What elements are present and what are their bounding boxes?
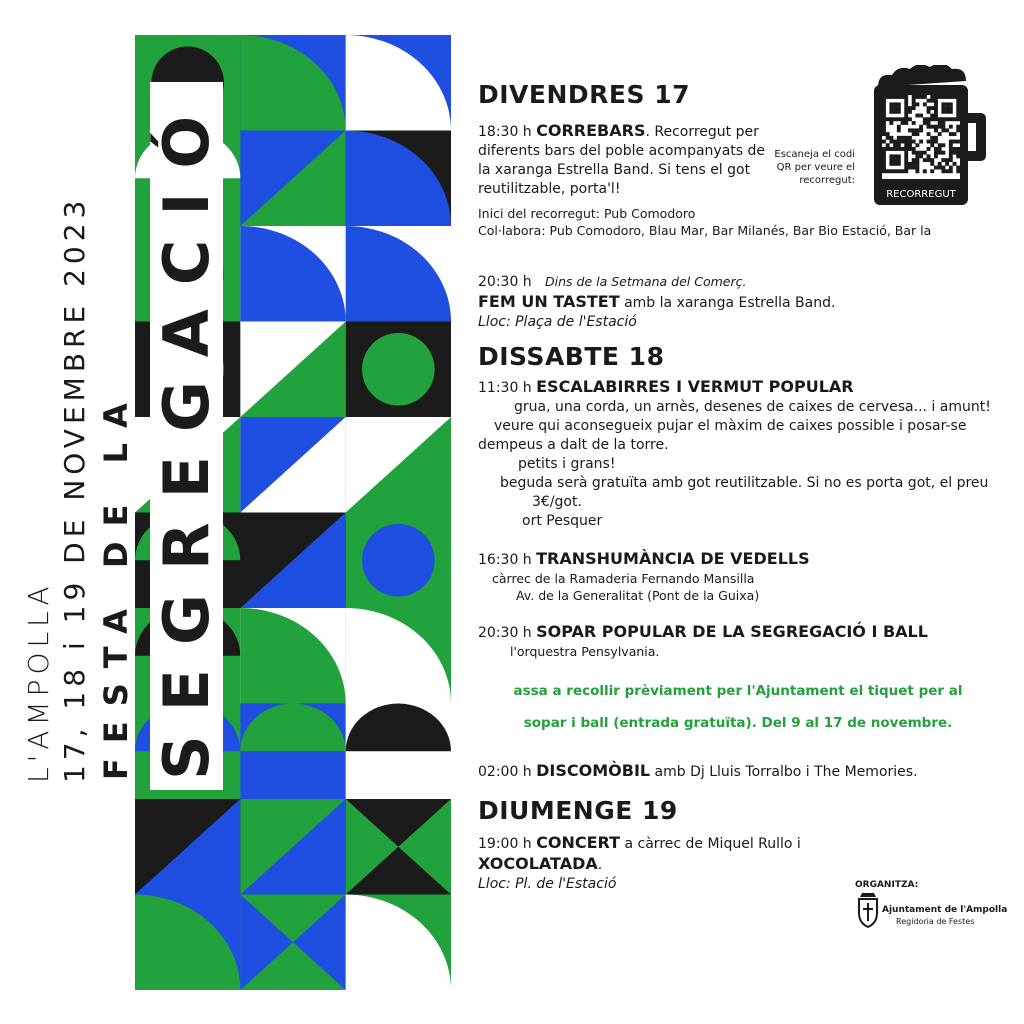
escalabirres-line-6: 3€/got. (532, 494, 582, 510)
organizer-name: Ajuntament de l'Ampolla (882, 905, 1008, 915)
correbars-start: Inici del recorregut: Pub Comodoro (478, 206, 696, 221)
day-sunday-title: DIUMENGE 19 (478, 795, 678, 825)
discomobil-event: 02:00 h DISCOMÒBIL amb Dj Lluis Torralbo i The Memories. (478, 760, 918, 780)
correbars-event: 18:30 h CORREBARS. Recorregut per diferents bars del poble acompanyats de la xaranga Estrella Band. Si tens el got reutilitzable, porta'l! (478, 121, 765, 197)
transhumancia-event: 16:30 h TRANSHUMÀNCIA DE VEDELLS (478, 549, 810, 568)
xocolatada-event: XOCOLATADA. (478, 853, 603, 873)
concert-place: Lloc: Pl. de l'Estació (478, 875, 617, 892)
correbars-collaborators: Col·labora: Pub Comodoro, Blau Mar, Bar Milanés, Bar Bio Estació, Bar la (478, 223, 932, 238)
organizer-label: ORGANITZA: (855, 880, 919, 890)
day-friday-title: DIVENDRES 17 (478, 80, 690, 109)
schedule (478, 80, 998, 894)
sopar-ticket-note-2: sopar i ball (entrada gratuïta). Del 9 al 17 de novembre. (523, 715, 953, 731)
escalabirres-line-7: ort Pesquer (522, 513, 603, 529)
transhumancia-line-1: càrrec de la Ramaderia Fernando Mansilla (492, 571, 755, 586)
escalabirres-line-3: dempeus a dalt de la torre. (478, 437, 669, 453)
tastet-place: Lloc: Plaça de l'Estació (478, 314, 637, 330)
escalabirres-line-5: beguda serà gratuïta amb got reutilitzable. Si no es porta got, el preu (500, 475, 989, 491)
sopar-ticket-note-1: assa a recollir prèviament per l'Ajuntament el tiquet per al (513, 682, 963, 699)
qr-caption: Escaneja el codi QR per veure el recorregut: (774, 149, 855, 186)
coat-of-arms-icon (856, 893, 880, 931)
organizer-dept: Regidoria de Festes (896, 917, 975, 926)
mosaic-shape (362, 524, 435, 597)
escalabirres-line-4: petits i grans! (518, 456, 616, 472)
tastet-event-time: 20:30 h Dins de la Setmana del Comerç. (478, 274, 747, 290)
festa-de-la-title: FESTA DE LA (97, 388, 135, 780)
escalabirres-line-1: grua, una corda, un arnès, desenes de caixes de cervesa... i amunt! (514, 399, 991, 415)
place-name: L'AMPOLLA (22, 581, 55, 783)
concert-event: 19:00 h CONCERT a càrrec de Miquel Rullo i (478, 832, 801, 852)
tastet-event: FEM UN TASTET amb la xaranga Estrella Band. (478, 292, 836, 311)
festival-dates: 17, 18 i 19 DE NOVEMBRE 2023 (58, 195, 91, 783)
mosaic-shape (362, 333, 435, 406)
segregacio-title: SEGREGACIÓ (150, 82, 223, 790)
transhumancia-line-2: Av. de la Generalitat (Pont de la Guixa) (516, 588, 760, 603)
qr-label: RECORREGUT (886, 189, 956, 200)
day-saturday-title: DISSABTE 18 (478, 342, 665, 371)
escalabirres-line-2: veure qui aconsegueix pujar el màxim de caixes possible i posar-se (494, 418, 967, 434)
organizer-logo (856, 893, 1008, 933)
sopar-line-1: l'orquestra Pensylvania. (510, 644, 660, 659)
escalabirres-event: 11:30 h ESCALABIRRES I VERMUT POPULAR (478, 377, 854, 396)
sopar-event: 20:30 h SOPAR POPULAR DE LA SEGREGACIÓ I BALL (478, 622, 928, 641)
